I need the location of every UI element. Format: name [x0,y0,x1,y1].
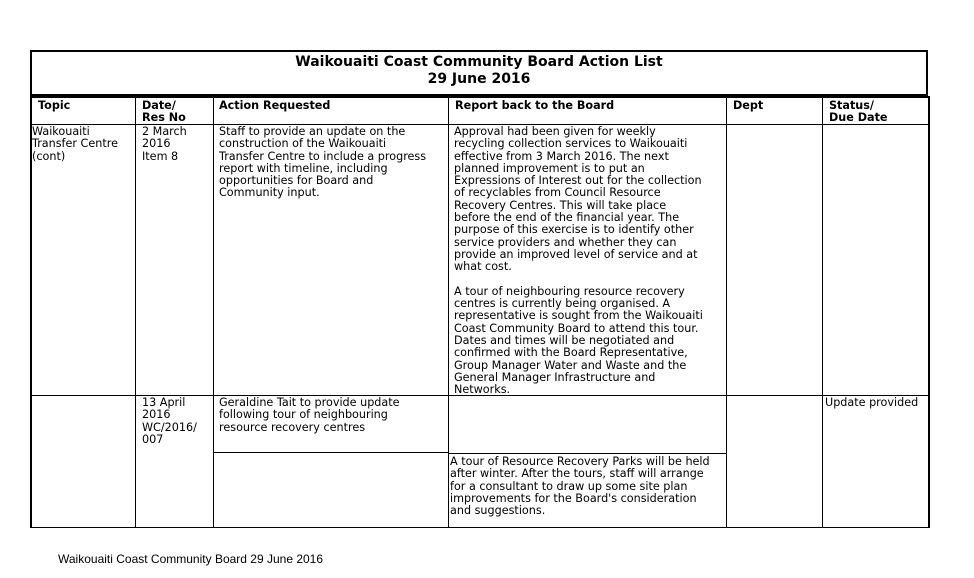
row2-report-split [448,453,726,454]
table-right-border [928,96,930,528]
header-topic: Topic [38,100,71,112]
row2-status: Update provided [825,397,919,409]
row1-report: Approval had been given for weekly recycling collection services to Waikouaiti effective from 3 March 2016. The next planned improvement is to put an Expressions of Interest out for the collection of recyclables from Council Resource Recovery Centres. This will take place before the end of the financial year. The purpose of this exercise is to identify other service providers and whether they can provide an improved level of service and at what cost. A tour of neighbouring resource recovery centres is currently being organised. A representative is sought from the Waikouaiti Coast Community Board to attend this tour. Dates and times will be negotiated and confirmed with the Board Representative, Group Manager Water and Waste and the General Manager Infrastructure and Networks. [454,126,703,397]
row2-report: A tour of Resource Recovery Parks will be held after winter. After the tours, staff will arrange for a consultant to draw up some site plan improvements for the Board's consideration and suggestions. [450,456,710,518]
table-top-border [30,96,930,98]
row2-date: 13 April 2016 WC/2016/ 007 [142,397,197,446]
header-dept: Dept [733,100,764,112]
header-action: Action Requested [219,100,331,112]
header-report: Report back to the Board [455,100,615,112]
row1-action: Staff to provide an update on the construction of the Waikouaiti Transfer Centre to include a progress report with timeline, including opportunities for Board and Community input. [219,126,427,200]
col-divider-4 [726,96,727,528]
col-divider-2 [213,96,214,528]
document-title: Waikouaiti Coast Community Board Action List [295,54,663,70]
table-bottom-border [30,527,930,528]
row2-action-split [213,452,448,453]
col-divider-5 [822,96,823,528]
col-divider-1 [135,96,136,528]
row1-date: 2 March 2016 Item 8 [142,126,187,163]
page-footer: Waikouaiti Coast Community Board 29 June 2016 [58,552,324,566]
title-box [30,50,928,96]
header-date: Date/ Res No [142,100,186,125]
col-divider-3 [448,96,449,528]
header-status: Status/ Due Date [829,100,888,125]
row2-action: Geraldine Tait to provide update following tour of neighbouring resource recovery centres [219,397,400,434]
document-date: 29 June 2016 [427,71,531,87]
row1-topic: Waikouaiti Transfer Centre (cont) [32,126,118,163]
